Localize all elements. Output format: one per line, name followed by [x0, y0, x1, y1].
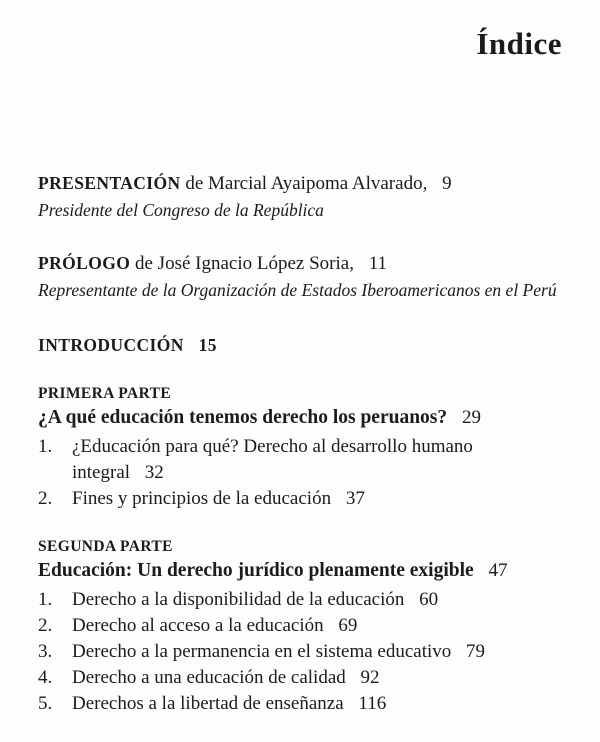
item-text-block: [72, 639, 564, 665]
part-page-number: 47: [488, 560, 508, 581]
part-title-line: [38, 405, 564, 431]
entry-page-number: 11: [368, 253, 388, 274]
part-title: Educación: Un derecho jurídico plenamente exigible: [38, 560, 474, 581]
item-text-block: [72, 587, 564, 613]
part-page-number: 29: [462, 407, 482, 428]
index-content: [0, 170, 600, 717]
item-text-block: [72, 486, 564, 512]
entry-presentacion: [38, 170, 564, 224]
item-number: 5.: [38, 693, 53, 714]
item-text-block: [72, 613, 564, 639]
item-page-number: 92: [360, 667, 380, 688]
item-text: Derechos a la libertad de enseñanza: [72, 693, 344, 714]
item-number: 2.: [38, 488, 53, 509]
item-text: ¿Educación para qué? Derecho al desarrollo humano: [72, 436, 473, 457]
item-number: 1.: [38, 436, 53, 457]
item-page-number: 37: [345, 488, 365, 509]
entry-rest: de Marcial Ayaipoma Alvarado,: [185, 173, 428, 194]
toc-item: [38, 691, 564, 717]
item-number: 1.: [38, 589, 53, 610]
entry-page-number: 9: [442, 173, 452, 194]
toc-item: [38, 639, 564, 665]
part-heading: PRIMERA PARTE: [38, 385, 172, 402]
item-text-continuation: [72, 460, 564, 486]
item-text-block: [72, 691, 564, 717]
item-page-number: 32: [144, 462, 164, 483]
entry-subtitle: Presidente del Congreso de la República: [38, 200, 324, 220]
item-page-number: 116: [358, 693, 387, 714]
entry-page-number: 15: [198, 335, 217, 355]
item-text: Derecho a una educación de calidad: [72, 667, 346, 688]
part-title: ¿A qué educación tenemos derecho los peruanos?: [38, 407, 448, 428]
item-number: 3.: [38, 641, 53, 662]
toc-item: [38, 434, 564, 486]
page-title: Índice: [476, 26, 562, 61]
entry-prologo: [38, 250, 564, 304]
item-page-number: 69: [338, 615, 358, 636]
toc-item: [38, 665, 564, 691]
part-heading: SEGUNDA PARTE: [38, 538, 173, 555]
section-primera-parte: [38, 383, 564, 512]
item-text: Fines y principios de la educación: [72, 488, 332, 509]
entry-rest: de José Ignacio López Soria,: [135, 253, 354, 274]
item-page-number: 60: [419, 589, 439, 610]
section-segunda-parte: [38, 536, 564, 717]
item-text: Derecho a la permanencia en el sistema educativo: [72, 641, 452, 662]
item-page-number: 79: [466, 641, 486, 662]
item-text-block: [72, 434, 564, 486]
entry-subtitle: Representante de la Organización de Estados Iberoamericanos en el Perú: [38, 280, 557, 300]
item-text: Derecho a la disponibilidad de la educación: [72, 589, 405, 610]
item-text: Derecho al acceso a la educación: [72, 615, 324, 636]
part-title-line: [38, 558, 564, 584]
toc-item: [38, 587, 564, 613]
entry-label: INTRODUCCIÓN: [38, 335, 184, 355]
part-items: [38, 434, 564, 512]
item-number: 4.: [38, 667, 53, 688]
entry-label: PRESENTACIÓN: [38, 173, 181, 193]
item-text2: integral: [72, 462, 131, 483]
entry-label: PRÓLOGO: [38, 253, 131, 273]
part-items: [38, 587, 564, 717]
entry-line: [38, 170, 564, 197]
entry-line: [38, 250, 564, 277]
toc-item: [38, 613, 564, 639]
entry-introduccion: [38, 332, 564, 359]
item-text-block: [72, 665, 564, 691]
item-number: 2.: [38, 615, 53, 636]
toc-item: [38, 486, 564, 512]
